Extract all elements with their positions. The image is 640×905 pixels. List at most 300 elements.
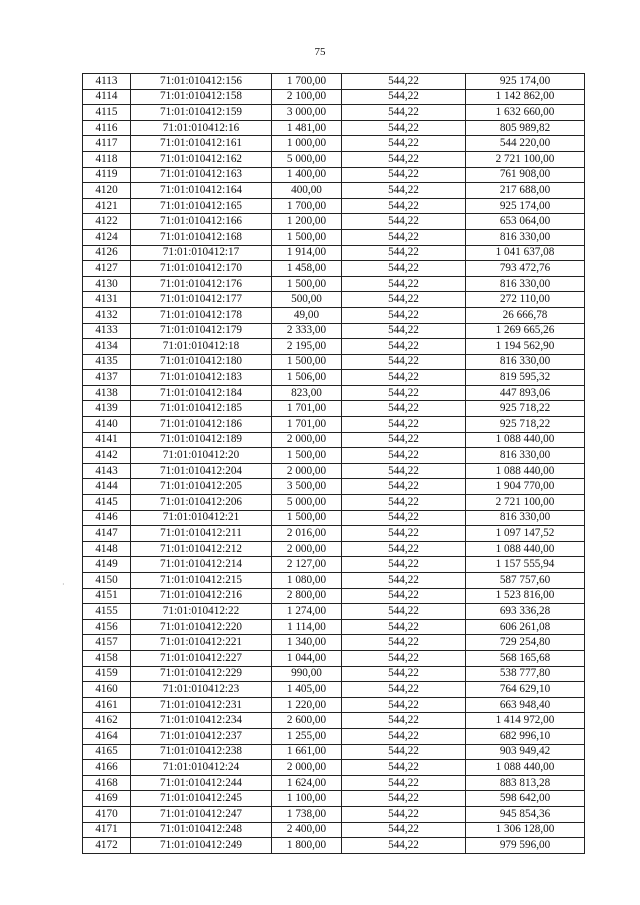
cadastral-value-cell: 544 220,00 xyxy=(466,136,585,152)
row-number-cell: 4119 xyxy=(83,167,131,183)
unit-value-cell: 544,22 xyxy=(342,89,466,105)
unit-value-cell: 544,22 xyxy=(342,806,466,822)
table-row xyxy=(83,292,585,308)
row-number-cell: 4155 xyxy=(83,604,131,620)
area-cell: 3 500,00 xyxy=(272,479,342,495)
unit-value-cell: 544,22 xyxy=(342,838,466,854)
unit-value-cell: 544,22 xyxy=(342,183,466,199)
unit-value-cell: 544,22 xyxy=(342,417,466,433)
cadastral-number-cell: 71:01:010412:180 xyxy=(131,354,272,370)
cadastral-number-cell: 71:01:010412:231 xyxy=(131,697,272,713)
area-cell: 1 500,00 xyxy=(272,448,342,464)
row-number-cell: 4113 xyxy=(83,74,131,90)
unit-value-cell: 544,22 xyxy=(342,245,466,261)
cadastral-number-cell: 71:01:010412:177 xyxy=(131,292,272,308)
unit-value-cell: 544,22 xyxy=(342,791,466,807)
row-number-cell: 4144 xyxy=(83,479,131,495)
row-number-cell: 4138 xyxy=(83,385,131,401)
row-number-cell: 4115 xyxy=(83,105,131,121)
cadastral-number-cell: 71:01:010412:214 xyxy=(131,557,272,573)
cadastral-value-cell: 606 261,08 xyxy=(466,619,585,635)
cadastral-value-cell: 1 157 555,94 xyxy=(466,557,585,573)
cadastral-number-cell: 71:01:010412:234 xyxy=(131,713,272,729)
area-cell: 1 340,00 xyxy=(272,635,342,651)
cadastral-value-cell: 1 269 665,26 xyxy=(466,323,585,339)
row-number-cell: 4149 xyxy=(83,557,131,573)
cadastral-value-cell: 925 174,00 xyxy=(466,74,585,90)
row-number-cell: 4170 xyxy=(83,806,131,822)
cadastral-number-cell: 71:01:010412:212 xyxy=(131,541,272,557)
cadastral-value-table xyxy=(82,73,585,854)
row-number-cell: 4172 xyxy=(83,838,131,854)
cadastral-value-cell: 925 718,22 xyxy=(466,401,585,417)
unit-value-cell: 544,22 xyxy=(342,822,466,838)
cadastral-value-cell: 1 142 862,00 xyxy=(466,89,585,105)
table-row xyxy=(83,573,585,589)
unit-value-cell: 544,22 xyxy=(342,744,466,760)
unit-value-cell: 544,22 xyxy=(342,448,466,464)
cadastral-value-cell: 816 330,00 xyxy=(466,448,585,464)
table-row xyxy=(83,557,585,573)
table-row xyxy=(83,744,585,760)
cadastral-value-cell: 447 893,06 xyxy=(466,385,585,401)
cadastral-number-cell: 71:01:010412:204 xyxy=(131,463,272,479)
table-row xyxy=(83,775,585,791)
row-number-cell: 4150 xyxy=(83,573,131,589)
unit-value-cell: 544,22 xyxy=(342,370,466,386)
table-row xyxy=(83,822,585,838)
table-row xyxy=(83,261,585,277)
row-number-cell: 4151 xyxy=(83,588,131,604)
unit-value-cell: 544,22 xyxy=(342,136,466,152)
cadastral-number-cell: 71:01:010412:247 xyxy=(131,806,272,822)
table-row xyxy=(83,479,585,495)
area-cell: 49,00 xyxy=(272,307,342,323)
area-cell: 1 500,00 xyxy=(272,354,342,370)
unit-value-cell: 544,22 xyxy=(342,261,466,277)
table-row xyxy=(83,448,585,464)
unit-value-cell: 544,22 xyxy=(342,588,466,604)
area-cell: 1 701,00 xyxy=(272,401,342,417)
cadastral-number-cell: 71:01:010412:24 xyxy=(131,760,272,776)
table-row xyxy=(83,495,585,511)
area-cell: 2 000,00 xyxy=(272,463,342,479)
cadastral-value-cell: 568 165,68 xyxy=(466,650,585,666)
table-row xyxy=(83,619,585,635)
cadastral-number-cell: 71:01:010412:178 xyxy=(131,307,272,323)
cadastral-number-cell: 71:01:010412:159 xyxy=(131,105,272,121)
table-row xyxy=(83,463,585,479)
unit-value-cell: 544,22 xyxy=(342,604,466,620)
area-cell: 1 800,00 xyxy=(272,838,342,854)
unit-value-cell: 544,22 xyxy=(342,214,466,230)
row-number-cell: 4121 xyxy=(83,198,131,214)
cadastral-number-cell: 71:01:010412:164 xyxy=(131,183,272,199)
table-row xyxy=(83,214,585,230)
row-number-cell: 4148 xyxy=(83,541,131,557)
table-row xyxy=(83,120,585,136)
cadastral-value-cell: 1 194 562,90 xyxy=(466,339,585,355)
cadastral-number-cell: 71:01:010412:165 xyxy=(131,198,272,214)
row-number-cell: 4159 xyxy=(83,666,131,682)
cadastral-number-cell: 71:01:010412:176 xyxy=(131,276,272,292)
row-number-cell: 4162 xyxy=(83,713,131,729)
margin-mark: · xyxy=(62,580,65,589)
area-cell: 2 600,00 xyxy=(272,713,342,729)
table-row xyxy=(83,650,585,666)
cadastral-number-cell: 71:01:010412:221 xyxy=(131,635,272,651)
area-cell: 1 700,00 xyxy=(272,198,342,214)
cadastral-value-cell: 2 721 100,00 xyxy=(466,151,585,167)
row-number-cell: 4147 xyxy=(83,526,131,542)
cadastral-number-cell: 71:01:010412:16 xyxy=(131,120,272,136)
cadastral-value-cell: 925 718,22 xyxy=(466,417,585,433)
area-cell: 2 100,00 xyxy=(272,89,342,105)
area-cell: 1 274,00 xyxy=(272,604,342,620)
row-number-cell: 4133 xyxy=(83,323,131,339)
table-row xyxy=(83,713,585,729)
table-row xyxy=(83,323,585,339)
unit-value-cell: 544,22 xyxy=(342,276,466,292)
row-number-cell: 4130 xyxy=(83,276,131,292)
unit-value-cell: 544,22 xyxy=(342,557,466,573)
unit-value-cell: 544,22 xyxy=(342,167,466,183)
unit-value-cell: 544,22 xyxy=(342,463,466,479)
area-cell: 1 220,00 xyxy=(272,697,342,713)
cadastral-value-cell: 764 629,10 xyxy=(466,682,585,698)
cadastral-value-cell: 1 088 440,00 xyxy=(466,760,585,776)
cadastral-number-cell: 71:01:010412:156 xyxy=(131,74,272,90)
row-number-cell: 4165 xyxy=(83,744,131,760)
row-number-cell: 4143 xyxy=(83,463,131,479)
cadastral-number-cell: 71:01:010412:166 xyxy=(131,214,272,230)
unit-value-cell: 544,22 xyxy=(342,105,466,121)
unit-value-cell: 544,22 xyxy=(342,510,466,526)
cadastral-value-cell: 903 949,42 xyxy=(466,744,585,760)
unit-value-cell: 544,22 xyxy=(342,697,466,713)
area-cell: 1 114,00 xyxy=(272,619,342,635)
cadastral-number-cell: 71:01:010412:211 xyxy=(131,526,272,542)
table-row xyxy=(83,89,585,105)
row-number-cell: 4160 xyxy=(83,682,131,698)
cadastral-value-cell: 1 414 972,00 xyxy=(466,713,585,729)
table-row xyxy=(83,151,585,167)
cadastral-value-cell: 979 596,00 xyxy=(466,838,585,854)
table-row xyxy=(83,697,585,713)
cadastral-value-cell: 805 989,82 xyxy=(466,120,585,136)
area-cell: 1 405,00 xyxy=(272,682,342,698)
cadastral-number-cell: 71:01:010412:215 xyxy=(131,573,272,589)
table-row xyxy=(83,136,585,152)
area-cell: 1 624,00 xyxy=(272,775,342,791)
area-cell: 1 458,00 xyxy=(272,261,342,277)
cadastral-value-cell: 598 642,00 xyxy=(466,791,585,807)
row-number-cell: 4132 xyxy=(83,307,131,323)
unit-value-cell: 544,22 xyxy=(342,526,466,542)
area-cell: 1 080,00 xyxy=(272,573,342,589)
unit-value-cell: 544,22 xyxy=(342,713,466,729)
cadastral-number-cell: 71:01:010412:229 xyxy=(131,666,272,682)
cadastral-value-cell: 1 088 440,00 xyxy=(466,541,585,557)
row-number-cell: 4118 xyxy=(83,151,131,167)
unit-value-cell: 544,22 xyxy=(342,354,466,370)
row-number-cell: 4158 xyxy=(83,650,131,666)
area-cell: 5 000,00 xyxy=(272,151,342,167)
unit-value-cell: 544,22 xyxy=(342,495,466,511)
unit-value-cell: 544,22 xyxy=(342,666,466,682)
table-row xyxy=(83,728,585,744)
row-number-cell: 4146 xyxy=(83,510,131,526)
area-cell: 1 914,00 xyxy=(272,245,342,261)
unit-value-cell: 544,22 xyxy=(342,120,466,136)
cadastral-value-cell: 2 721 100,00 xyxy=(466,495,585,511)
cadastral-number-cell: 71:01:010412:249 xyxy=(131,838,272,854)
row-number-cell: 4137 xyxy=(83,370,131,386)
table-row xyxy=(83,183,585,199)
row-number-cell: 4164 xyxy=(83,728,131,744)
row-number-cell: 4131 xyxy=(83,292,131,308)
unit-value-cell: 544,22 xyxy=(342,682,466,698)
area-cell: 2 400,00 xyxy=(272,822,342,838)
cadastral-value-cell: 816 330,00 xyxy=(466,276,585,292)
cadastral-number-cell: 71:01:010412:158 xyxy=(131,89,272,105)
unit-value-cell: 544,22 xyxy=(342,635,466,651)
row-number-cell: 4145 xyxy=(83,495,131,511)
unit-value-cell: 544,22 xyxy=(342,74,466,90)
unit-value-cell: 544,22 xyxy=(342,307,466,323)
row-number-cell: 4120 xyxy=(83,183,131,199)
cadastral-value-cell: 1 097 147,52 xyxy=(466,526,585,542)
unit-value-cell: 544,22 xyxy=(342,775,466,791)
row-number-cell: 4156 xyxy=(83,619,131,635)
area-cell: 1 506,00 xyxy=(272,370,342,386)
area-cell: 2 195,00 xyxy=(272,339,342,355)
table-row xyxy=(83,401,585,417)
cadastral-number-cell: 71:01:010412:21 xyxy=(131,510,272,526)
table-row xyxy=(83,385,585,401)
row-number-cell: 4157 xyxy=(83,635,131,651)
cadastral-number-cell: 71:01:010412:183 xyxy=(131,370,272,386)
cadastral-number-cell: 71:01:010412:168 xyxy=(131,229,272,245)
cadastral-number-cell: 71:01:010412:238 xyxy=(131,744,272,760)
unit-value-cell: 544,22 xyxy=(342,573,466,589)
unit-value-cell: 544,22 xyxy=(342,292,466,308)
cadastral-value-cell: 682 996,10 xyxy=(466,728,585,744)
row-number-cell: 4114 xyxy=(83,89,131,105)
table-row xyxy=(83,666,585,682)
cadastral-number-cell: 71:01:010412:216 xyxy=(131,588,272,604)
area-cell: 823,00 xyxy=(272,385,342,401)
cadastral-value-cell: 272 110,00 xyxy=(466,292,585,308)
table-row xyxy=(83,307,585,323)
cadastral-value-cell: 217 688,00 xyxy=(466,183,585,199)
cadastral-value-cell: 816 330,00 xyxy=(466,510,585,526)
cadastral-number-cell: 71:01:010412:220 xyxy=(131,619,272,635)
cadastral-value-cell: 945 854,36 xyxy=(466,806,585,822)
row-number-cell: 4168 xyxy=(83,775,131,791)
row-number-cell: 4127 xyxy=(83,261,131,277)
row-number-cell: 4140 xyxy=(83,417,131,433)
cadastral-number-cell: 71:01:010412:189 xyxy=(131,432,272,448)
cadastral-number-cell: 71:01:010412:206 xyxy=(131,495,272,511)
cadastral-number-cell: 71:01:010412:185 xyxy=(131,401,272,417)
table-row xyxy=(83,105,585,121)
row-number-cell: 4169 xyxy=(83,791,131,807)
table-row xyxy=(83,167,585,183)
unit-value-cell: 544,22 xyxy=(342,541,466,557)
table-row xyxy=(83,682,585,698)
unit-value-cell: 544,22 xyxy=(342,323,466,339)
table-row xyxy=(83,791,585,807)
row-number-cell: 4126 xyxy=(83,245,131,261)
cadastral-number-cell: 71:01:010412:186 xyxy=(131,417,272,433)
area-cell: 1 500,00 xyxy=(272,229,342,245)
table-row xyxy=(83,339,585,355)
area-cell: 5 000,00 xyxy=(272,495,342,511)
row-number-cell: 4161 xyxy=(83,697,131,713)
row-number-cell: 4135 xyxy=(83,354,131,370)
table-row xyxy=(83,838,585,854)
unit-value-cell: 544,22 xyxy=(342,728,466,744)
cadastral-value-cell: 1 041 637,08 xyxy=(466,245,585,261)
area-cell: 1 738,00 xyxy=(272,806,342,822)
cadastral-number-cell: 71:01:010412:248 xyxy=(131,822,272,838)
cadastral-value-cell: 653 064,00 xyxy=(466,214,585,230)
cadastral-number-cell: 71:01:010412:17 xyxy=(131,245,272,261)
area-cell: 1 255,00 xyxy=(272,728,342,744)
cadastral-value-cell: 663 948,40 xyxy=(466,697,585,713)
cadastral-value-cell: 1 088 440,00 xyxy=(466,432,585,448)
page-number: 75 xyxy=(314,46,326,58)
cadastral-value-cell: 1 523 816,00 xyxy=(466,588,585,604)
row-number-cell: 4139 xyxy=(83,401,131,417)
row-number-cell: 4116 xyxy=(83,120,131,136)
area-cell: 1 700,00 xyxy=(272,74,342,90)
table-row xyxy=(83,588,585,604)
row-number-cell: 4171 xyxy=(83,822,131,838)
row-number-cell: 4141 xyxy=(83,432,131,448)
table-row xyxy=(83,198,585,214)
row-number-cell: 4142 xyxy=(83,448,131,464)
table-row xyxy=(83,432,585,448)
area-cell: 2 000,00 xyxy=(272,541,342,557)
area-cell: 1 400,00 xyxy=(272,167,342,183)
area-cell: 2 000,00 xyxy=(272,760,342,776)
cadastral-number-cell: 71:01:010412:23 xyxy=(131,682,272,698)
row-number-cell: 4124 xyxy=(83,229,131,245)
table-row xyxy=(83,245,585,261)
row-number-cell: 4166 xyxy=(83,760,131,776)
area-cell: 1 100,00 xyxy=(272,791,342,807)
cadastral-number-cell: 71:01:010412:18 xyxy=(131,339,272,355)
unit-value-cell: 544,22 xyxy=(342,151,466,167)
cadastral-number-cell: 71:01:010412:245 xyxy=(131,791,272,807)
area-cell: 1 481,00 xyxy=(272,120,342,136)
cadastral-value-cell: 816 330,00 xyxy=(466,354,585,370)
area-cell: 2 016,00 xyxy=(272,526,342,542)
table-row xyxy=(83,510,585,526)
cadastral-number-cell: 71:01:010412:244 xyxy=(131,775,272,791)
cadastral-value-cell: 729 254,80 xyxy=(466,635,585,651)
table-row xyxy=(83,354,585,370)
unit-value-cell: 544,22 xyxy=(342,385,466,401)
area-cell: 1 200,00 xyxy=(272,214,342,230)
area-cell: 1 500,00 xyxy=(272,510,342,526)
unit-value-cell: 544,22 xyxy=(342,479,466,495)
cadastral-value-cell: 816 330,00 xyxy=(466,229,585,245)
cadastral-value-cell: 883 813,28 xyxy=(466,775,585,791)
cadastral-number-cell: 71:01:010412:205 xyxy=(131,479,272,495)
unit-value-cell: 544,22 xyxy=(342,619,466,635)
table-row xyxy=(83,806,585,822)
cadastral-number-cell: 71:01:010412:163 xyxy=(131,167,272,183)
cadastral-number-cell: 71:01:010412:237 xyxy=(131,728,272,744)
row-number-cell: 4134 xyxy=(83,339,131,355)
row-number-cell: 4117 xyxy=(83,136,131,152)
table-row xyxy=(83,417,585,433)
unit-value-cell: 544,22 xyxy=(342,229,466,245)
cadastral-value-cell: 1 904 770,00 xyxy=(466,479,585,495)
table-row xyxy=(83,229,585,245)
cadastral-value-cell: 1 632 660,00 xyxy=(466,105,585,121)
cadastral-value-cell: 819 595,32 xyxy=(466,370,585,386)
unit-value-cell: 544,22 xyxy=(342,650,466,666)
table-row xyxy=(83,526,585,542)
area-cell: 1 500,00 xyxy=(272,276,342,292)
row-number-cell: 4122 xyxy=(83,214,131,230)
table-row xyxy=(83,276,585,292)
area-cell: 990,00 xyxy=(272,666,342,682)
cadastral-number-cell: 71:01:010412:162 xyxy=(131,151,272,167)
table-row xyxy=(83,635,585,651)
cadastral-number-cell: 71:01:010412:184 xyxy=(131,385,272,401)
cadastral-number-cell: 71:01:010412:22 xyxy=(131,604,272,620)
table-row xyxy=(83,74,585,90)
cadastral-value-cell: 538 777,80 xyxy=(466,666,585,682)
unit-value-cell: 544,22 xyxy=(342,432,466,448)
area-cell: 1 661,00 xyxy=(272,744,342,760)
area-cell: 2 127,00 xyxy=(272,557,342,573)
table-row xyxy=(83,760,585,776)
cadastral-number-cell: 71:01:010412:161 xyxy=(131,136,272,152)
area-cell: 2 333,00 xyxy=(272,323,342,339)
unit-value-cell: 544,22 xyxy=(342,760,466,776)
area-cell: 500,00 xyxy=(272,292,342,308)
unit-value-cell: 544,22 xyxy=(342,198,466,214)
table-row xyxy=(83,604,585,620)
area-cell: 1 701,00 xyxy=(272,417,342,433)
area-cell: 1 044,00 xyxy=(272,650,342,666)
area-cell: 1 000,00 xyxy=(272,136,342,152)
unit-value-cell: 544,22 xyxy=(342,339,466,355)
cadastral-value-cell: 1 306 128,00 xyxy=(466,822,585,838)
area-cell: 3 000,00 xyxy=(272,105,342,121)
table-body xyxy=(83,74,585,854)
table-row xyxy=(83,541,585,557)
cadastral-value-cell: 587 757,60 xyxy=(466,573,585,589)
cadastral-value-cell: 925 174,00 xyxy=(466,198,585,214)
area-cell: 400,00 xyxy=(272,183,342,199)
cadastral-value-cell: 1 088 440,00 xyxy=(466,463,585,479)
cadastral-number-cell: 71:01:010412:20 xyxy=(131,448,272,464)
cadastral-value-cell: 26 666,78 xyxy=(466,307,585,323)
cadastral-number-cell: 71:01:010412:179 xyxy=(131,323,272,339)
cadastral-value-cell: 761 908,00 xyxy=(466,167,585,183)
cadastral-number-cell: 71:01:010412:227 xyxy=(131,650,272,666)
area-cell: 2 000,00 xyxy=(272,432,342,448)
unit-value-cell: 544,22 xyxy=(342,401,466,417)
table-row xyxy=(83,370,585,386)
